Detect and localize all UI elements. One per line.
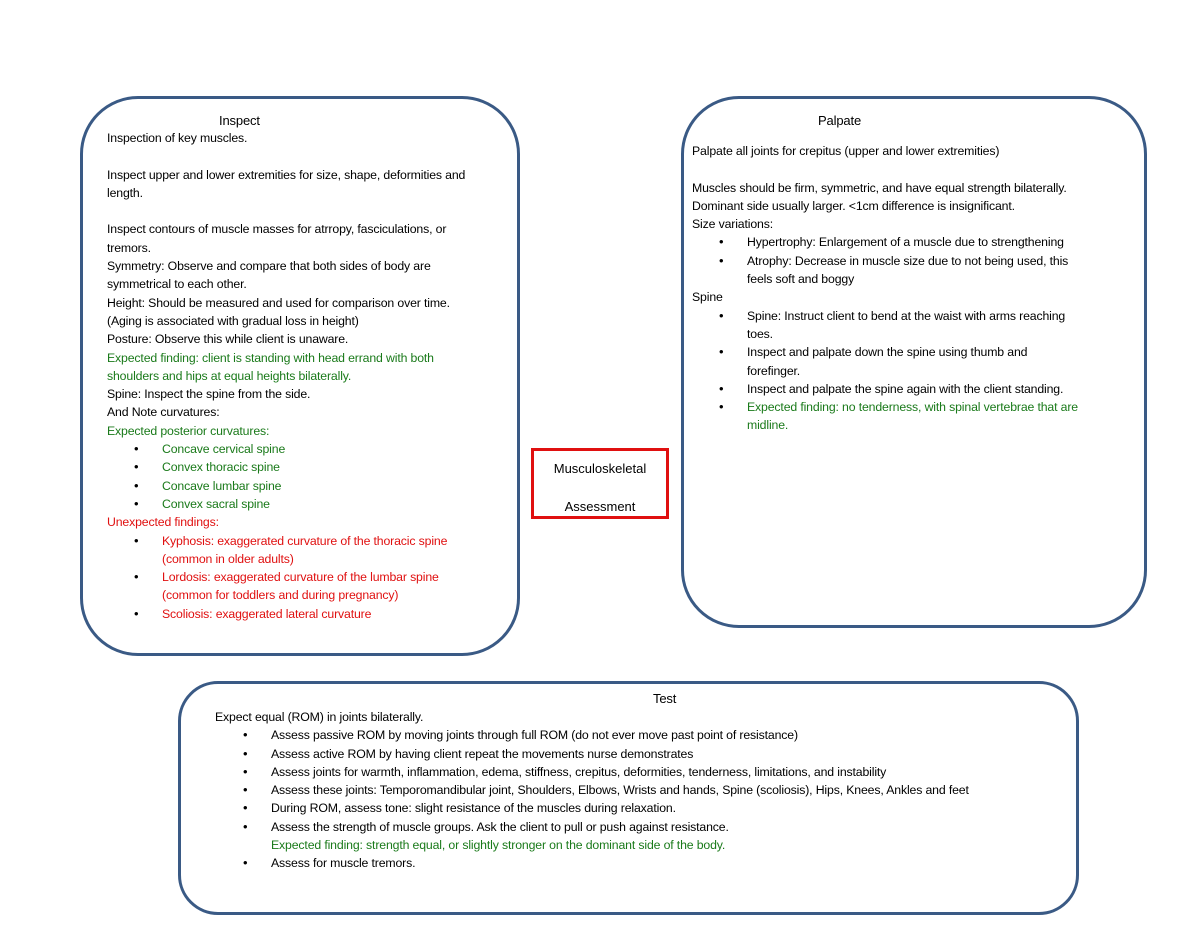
list-item: • Assess these joints: Temporomandibular joint, Shoulders, Elbows, Wrists and hands, Spine (scoliosis), Hips, Knees, Ankles and feet xyxy=(271,781,1075,799)
expected-curvatures-title: Expected posterior curvatures: xyxy=(107,423,270,438)
list-item: • During ROM, assess tone: slight resistance of the muscles during relaxation. xyxy=(271,799,1075,817)
size-variations-title: Size variations: xyxy=(692,217,773,232)
list-item-line: • Inspect and palpate the spine again with the client standing. xyxy=(747,381,1064,396)
inspect-line: Inspection of key muscles. xyxy=(107,131,248,145)
palpate-line: Dominant side usually larger. <1cm difference is insignificant. xyxy=(692,198,1015,213)
expected-posture-line: Expected finding: client is standing with head errand with both xyxy=(107,350,434,365)
list-item xyxy=(747,307,1142,344)
list-item-line: • Scoliosis: exaggerated lateral curvature xyxy=(162,606,372,621)
inspect-line: tremors. xyxy=(107,240,151,255)
list-item: • Assess joints for warmth, inflammation, edema, stiffness, crepitus, deformities, tenderness, limitations, and instability xyxy=(271,763,1075,781)
list-item xyxy=(747,380,1142,398)
expected-posture-line: shoulders and hips at equal heights bilaterally. xyxy=(107,368,352,383)
list-item-line: • Expected finding: no tenderness, with spinal vertebrae that are xyxy=(747,400,1078,415)
list-item: • Assess for muscle tremors. xyxy=(271,854,1075,872)
list-item-line: • Inspect and palpate down the spine using thumb and xyxy=(747,345,1028,360)
list-item xyxy=(747,343,1142,380)
spine-title: Spine xyxy=(692,290,723,305)
list-item xyxy=(747,252,1142,289)
list-item-line: • Assess the strength of muscle groups. Ask the client to pull or push against resistance. xyxy=(271,819,729,834)
test-expected-finding: Expected finding: strength equal, or slightly stronger on the dominant side of the body. xyxy=(271,838,726,853)
palpate-line: Palpate all joints for crepitus (upper and lower extremities) xyxy=(692,144,1000,158)
spine-list xyxy=(747,307,1142,435)
blank-line xyxy=(107,202,527,220)
blank-line xyxy=(692,129,1142,142)
inspect-title: Inspect xyxy=(219,113,260,128)
list-item-line: • Atrophy: Decrease in muscle size due to not being used, this xyxy=(747,253,1069,268)
list-item xyxy=(747,233,1142,251)
blank-line xyxy=(692,160,1142,178)
inspect-line: (Aging is associated with gradual loss in height) xyxy=(107,313,359,328)
test-content xyxy=(215,689,1075,873)
list-item-line: • Kyphosis: exaggerated curvature of the thoracic spine xyxy=(162,533,448,548)
expected-curvatures-list xyxy=(162,440,527,513)
list-item-line: feels soft and boggy xyxy=(747,272,855,287)
inspect-line: Inspect contours of muscle masses for atrropy, fasciculations, or xyxy=(107,222,447,237)
test-intro: Expect equal (ROM) in joints bilaterally. xyxy=(215,710,424,724)
test-list xyxy=(271,726,1075,872)
size-variations-list xyxy=(747,233,1142,288)
list-item-line: • Spine: Instruct client to bend at the waist with arms reaching xyxy=(747,308,1066,323)
list-item-line: • Hypertrophy: Enlargement of a muscle due to strengthening xyxy=(747,235,1064,250)
unexpected-title: Unexpected findings: xyxy=(107,515,219,530)
list-item: • Assess passive ROM by moving joints through full ROM (do not ever move past point of resistance) xyxy=(271,726,1075,744)
center-box xyxy=(531,448,669,519)
inspect-line: Posture: Observe this while client is unaware. xyxy=(107,332,349,347)
list-item xyxy=(162,532,527,569)
list-item-line: midline. xyxy=(747,418,789,433)
spine-line: And Note curvatures: xyxy=(107,405,220,420)
list-item: • Assess active ROM by having client repeat the movements nurse demonstrates xyxy=(271,745,1075,763)
palpate-content xyxy=(692,112,1142,435)
list-item: • Concave cervical spine xyxy=(162,440,527,458)
list-item-line: (common in older adults) xyxy=(162,551,294,566)
list-item-line: (common for toddlers and during pregnancy) xyxy=(162,588,399,603)
palpate-title: Palpate xyxy=(818,113,862,128)
list-item: • Concave lumbar spine xyxy=(162,477,527,495)
list-item: • Convex sacral spine xyxy=(162,495,527,513)
list-item xyxy=(747,398,1142,435)
list-item xyxy=(271,818,1075,855)
blank-line xyxy=(107,147,527,165)
palpate-line: Muscles should be firm, symmetric, and have equal strength bilaterally. xyxy=(692,180,1067,195)
list-item-line: forefinger. xyxy=(747,363,801,378)
spine-line: Spine: Inspect the spine from the side. xyxy=(107,387,311,402)
inspect-line: Height: Should be measured and used for comparison over time. xyxy=(107,295,450,310)
list-item xyxy=(162,605,527,623)
inspect-line: Symmetry: Observe and compare that both sides of body are xyxy=(107,259,431,274)
inspect-content xyxy=(107,112,527,623)
inspect-line: symmetrical to each other. xyxy=(107,277,247,292)
unexpected-list xyxy=(162,532,527,623)
center-title-line1: Musculoskeletal xyxy=(553,461,647,476)
list-item: • Convex thoracic spine xyxy=(162,458,527,476)
inspect-line: Inspect upper and lower extremities for size, shape, deformities and xyxy=(107,167,466,182)
center-title-line2: Assessment xyxy=(564,499,636,514)
list-item-line: toes. xyxy=(747,326,773,341)
test-title: Test xyxy=(653,691,677,706)
list-item xyxy=(162,568,527,605)
inspect-line: length. xyxy=(107,185,143,200)
list-item-line: • Lordosis: exaggerated curvature of the lumbar spine xyxy=(162,570,439,585)
